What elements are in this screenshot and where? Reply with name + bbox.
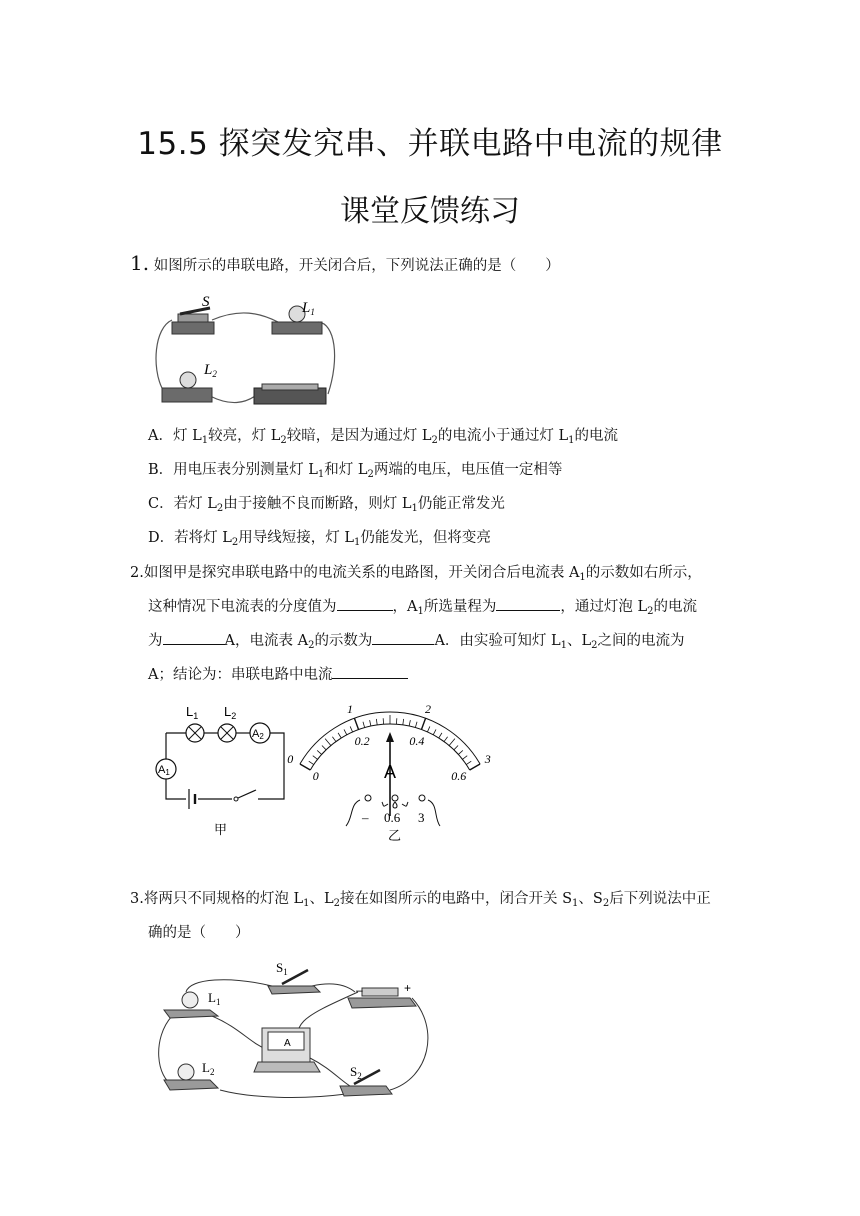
answer-blank-conclusion[interactable] [332, 665, 408, 679]
dial-tick [322, 746, 326, 750]
q3-label-s2: $S_2$ [350, 1064, 362, 1081]
answer-blank-l2-current[interactable] [163, 631, 225, 645]
q1-label-s: S [202, 294, 210, 310]
dial-tick [313, 756, 318, 760]
q1-option-b[interactable]: B．用电压表分别测量灯 $L_1$和灯 $L_2$两端的电压，电压值一定相等 [148, 462, 563, 480]
dial-tick [344, 729, 347, 734]
dial-tick [317, 750, 321, 754]
dial-bottom-label: 0.4 [409, 733, 425, 748]
dial-top-label: 0 [287, 752, 294, 766]
answer-blank-range[interactable] [496, 597, 560, 611]
q1-option-c[interactable]: C．若灯 $L_2$由于接触不良而断路，则灯 $L_1$仍能正常发光 [148, 496, 505, 514]
dial-top-label: 2 [424, 701, 431, 716]
dial-bottom-label: 0.6 [451, 769, 467, 783]
q2-jia-caption: 甲 [214, 823, 228, 838]
q3-battery-minus: – [356, 983, 363, 997]
q1-option-a[interactable]: A．灯 $L_1$较亮，灯 $L_2$较暗，是因为通过灯 $L_2$的电流小于通过灯 $L_1$的电流 [148, 428, 618, 446]
q1-label-l1: $L_1$ [302, 300, 315, 317]
q3-meter-label: A [284, 1038, 291, 1049]
q2-figure-jia [148, 700, 298, 842]
dial-tick [354, 718, 358, 729]
page-subtitle: 课堂反馈练习 [340, 194, 520, 229]
dial-tick [444, 737, 448, 742]
dial-tick [466, 761, 471, 764]
dial-tick [338, 733, 341, 738]
q2-line-4: A；结论为：串联电路中电流 [148, 665, 408, 685]
answer-blank-division[interactable] [337, 597, 393, 611]
dial-tick [462, 756, 467, 760]
q1-number: 1. [130, 251, 150, 275]
dial-tick [409, 720, 410, 726]
dial-tick [449, 739, 455, 746]
dial-tick [363, 722, 365, 728]
dial-top-label: 3 [484, 752, 491, 766]
q3-label-l1: $L_1$ [208, 990, 221, 1007]
q2-yi-caption: 乙 [388, 829, 402, 844]
terminal-0-6: 0.6 [384, 810, 401, 825]
q2-line-1: 2.如图甲是探究串联电路中的电流关系的电路图，开关闭合后电流表 $A_1$的示数如右所示， [130, 565, 702, 583]
ammeter-unit: A [384, 762, 397, 782]
q2-jia-l2-label: $L_2$ [224, 704, 237, 721]
dial-tick [309, 761, 314, 764]
dial-tick [439, 733, 442, 738]
q3-label-s1: $S_1$ [276, 960, 288, 977]
q1-label-l2: $L_2$ [204, 362, 217, 379]
dial-bottom-label: 0.2 [354, 733, 370, 748]
q2-figure-yi [287, 694, 491, 844]
page-title: 15.5 探突发究串、并联电路中电流的规律 [137, 126, 723, 162]
dial-top-label: 1 [347, 701, 354, 716]
q1-option-d[interactable]: D．若将灯 $L_2$用导线短接，灯 $L_1$仍能发光，但将变亮 [148, 530, 491, 548]
dial-tick [332, 737, 336, 742]
q3-battery-plus: + [404, 981, 412, 995]
dial-tick [427, 726, 429, 731]
q2-jia-a2-label: A2 [252, 728, 264, 741]
dial-tick [470, 764, 480, 770]
terminal-3: 3 [418, 810, 425, 825]
dial-tick [458, 750, 462, 754]
dial-tick [350, 726, 352, 731]
dial-tick [325, 739, 331, 746]
dial-tick [433, 729, 436, 734]
dial-tick [415, 722, 417, 728]
q2-jia-a1-label: A1 [158, 764, 170, 777]
q3-label-l2: $L_2$ [202, 1060, 215, 1077]
dial-tick [454, 746, 458, 750]
q2-line-3: 为 A，电流表 $A_2$的示数为 A．由实验可知灯 $L_1$、$L_2$之间的电流为 [148, 633, 685, 651]
dial-bottom-label: 0 [312, 769, 319, 783]
dial-tick [403, 719, 404, 725]
dial-tick [376, 719, 377, 725]
dial-tick [300, 764, 310, 770]
q1-stem: 1. 如图所示的串联电路，开关闭合后，下列说法正确的是（ ） [130, 251, 560, 275]
terminal-minus: – [362, 810, 369, 825]
q1-circuit-figure [150, 288, 350, 412]
q3-line-2: 确的是（ ） [148, 925, 250, 941]
q2-jia-l1-label: $L_1$ [186, 704, 199, 721]
dial-tick [421, 718, 425, 729]
answer-blank-a2-reading[interactable] [372, 631, 434, 645]
q3-circuit-figure [150, 958, 440, 1108]
q3-line-1: 3.将两只不同规格的灯泡 $L_1$、$L_2$接在如图所示的电路中，闭合开关 $S_1$、$S_2$后下列说法中正 [130, 891, 711, 909]
dial-tick [370, 720, 371, 726]
q2-line-2: 这种情况下电流表的分度值为 ，$A_1$所选量程为 ，通过灯泡 $L_2$的电流 [148, 599, 697, 617]
